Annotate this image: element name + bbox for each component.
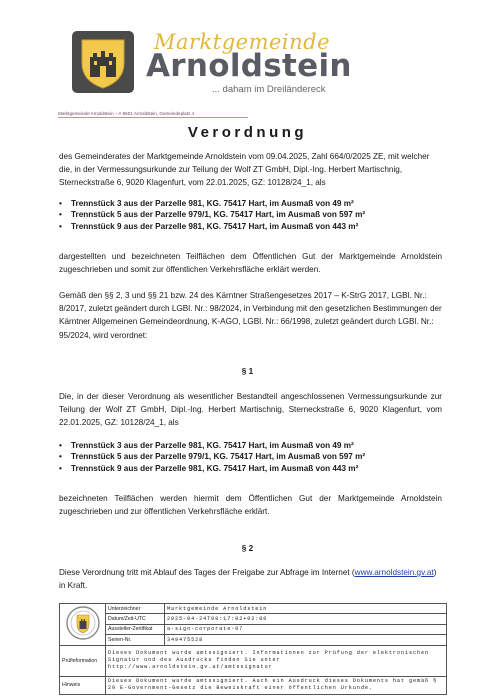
seal-icon (65, 605, 101, 641)
paragraph-dedication: dargestellten und bezeichneten Teilflächen dem Öffentlichen Gut der Marktgemeinde Arnoldstein zugeschrieben und somit zur öffentlichen Verkehrsfläche erklärt werden. (59, 252, 442, 275)
verification-value: Dieses Dokument wurde amtssigniert. Informationen zur Prüfung der elektronischen Signatur und des Ausdrucks finden Sie unter http://www.arnoldstein.gv.at/amtssignatur (106, 645, 447, 676)
official-seal (60, 604, 106, 646)
section-1-parcel-list (59, 440, 459, 474)
coat-of-arms-icon (72, 31, 134, 93)
certificate-label: Aussteller-Zertifikat (106, 624, 165, 634)
signature-row (60, 676, 447, 694)
section-1-conclusion: bezeichneten Teilflächen werden hiermit dem Öffentlichen Gut der Marktgemeinde Arnoldstein zugeschrieben und zur öffentlichen Verkehrsfläche erklärt. (59, 494, 442, 517)
signature-row (60, 614, 447, 624)
parcel-item: • Trennstück 3 aus der Parzelle 981, KG. 75417 Hart, im Ausmaß von 49 m² (59, 198, 459, 209)
section-1-heading: § 1 (241, 367, 254, 376)
parcel-item: • Trennstück 9 aus der Parzelle 981, KG. 75417 Hart, im Ausmaß von 443 m² (59, 463, 459, 474)
sender-address: Marktgemeinde Arnoldstein – A 9601 Arnoldstein, Gemeindeplatz 4 (58, 111, 195, 116)
parcel-item: • Trennstück 9 aus der Parzelle 981, KG. 75417 Hart, im Ausmaß von 443 m² (59, 221, 459, 232)
brand-name: Arnoldstein (146, 48, 352, 84)
verification-label: Prüfinformation (60, 645, 106, 676)
section-2-text (59, 566, 442, 592)
intro-paragraph: des Gemeinderates der Marktgemeinde Arnoldstein vom 09.04.2025, Zahl 664/0/2025 ZE, mit welcher die, in der Vermessungsurkunde zur Teilung der Wolf ZT GmbH, Dipl.-Ing. Herbert Martischnig, Sterneckstraße 6, 9020 Klagenfurt, vom 22.01.2025, GZ: 10128/24_1, als (59, 152, 430, 188)
document-title: Verordnung (187, 124, 308, 141)
signature-row (60, 635, 447, 645)
section-2-heading: § 2 (241, 544, 254, 553)
parcel-list (59, 198, 459, 232)
signature-row (60, 624, 447, 634)
signature-block (59, 603, 447, 695)
notice-label: Hinweis (60, 676, 106, 694)
certificate-value: a-sign-corporate-07 (165, 624, 447, 634)
paragraph-legal-basis: Gemäß den §§ 2, 3 und §§ 21 bzw. 24 des Kärntner Straßengesetzes 2017 – K-StrG 2017, LGBl. Nr.: 8/2017, zuletzt geändert durch LGBl. Nr.: 98/2024, in Verbindung mit den gesetzlichen Bestimmungen der Kärntner Allgemeinen Gemeindeordnung, K-AGO, LGBl. Nr.: 66/1998, zuletzt geändert durch LGBl. Nr.: 95/2024, wird verordnet: (59, 291, 442, 340)
datetime-value: 2025-04-24T09:17:02+02:00 (165, 614, 447, 624)
section-1-text: Die, in der dieser Verordnung als wesentlicher Bestandteil angeschlossenen Vermessungsurkunde zur Teilung der Wolf ZT GmbH, Dipl.-Ing. Herbert Martischnig, Sterneckstraße 6, 9020 Klagenfurt, vom 22.01.2025, GZ: 10128/24_1, als (59, 392, 442, 428)
notice-value: Dieses Dokument wurde amtssigniert. Auch ein Ausdruck dieses Dokuments hat gemäß § 20 E-Government-Gesetz die Beweiskraft einer öffentlichen Urkunde. (106, 676, 447, 694)
section-2-text-end: ) in Kraft. (59, 568, 437, 591)
website-link[interactable]: www.arnoldstein.gv.at (354, 568, 434, 577)
parcel-item: • Trennstück 5 aus der Parzelle 979/1, KG. 75417 Hart, im Ausmaß von 597 m² (59, 209, 459, 220)
signature-row (60, 604, 447, 614)
brand-slogan: ... daham im Dreiländereck (212, 84, 326, 95)
section-2-text-start: Diese Verordnung tritt mit Ablauf des Tages der Freigabe zur Abfrage im Internet ( (59, 568, 355, 577)
signer-label: Unterzeichner (106, 604, 165, 614)
datetime-label: Datum/Zeit-UTC (106, 614, 165, 624)
parcel-item: • Trennstück 5 aus der Parzelle 979/1, KG. 75417 Hart, im Ausmaß von 597 m² (59, 451, 459, 462)
header-logo (72, 28, 402, 108)
serial-label: Serien-Nr. (106, 635, 165, 645)
serial-value: 349475528 (165, 635, 447, 645)
parcel-item: • Trennstück 3 aus der Parzelle 981, KG. 75417 Hart, im Ausmaß von 49 m² (59, 440, 459, 451)
signature-row (60, 645, 447, 676)
address-divider (58, 117, 248, 118)
brand-top-text: Marktgemeinde (154, 30, 331, 54)
signer-value: Marktgemeinde Arnoldstein (165, 604, 447, 614)
